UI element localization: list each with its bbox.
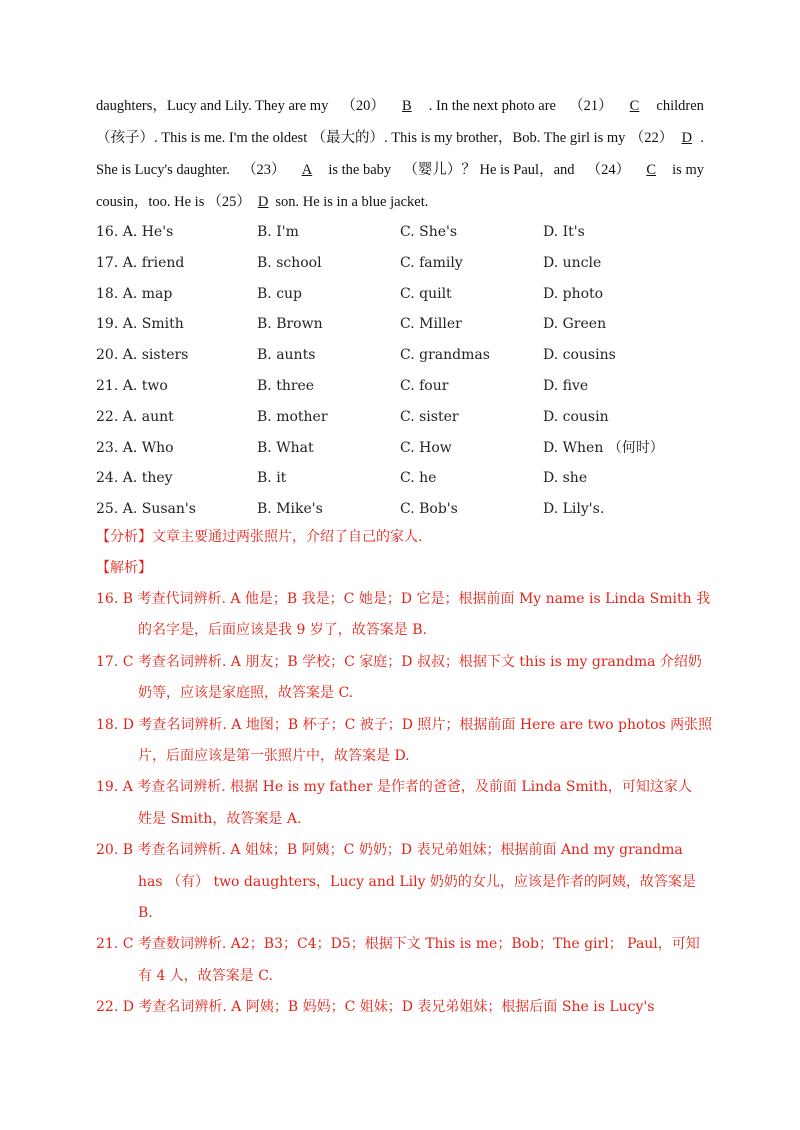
answer-blank: C (646, 162, 656, 178)
passage-text: . In the next photo are (428, 98, 556, 114)
explanation-continuation: 奶等，应该是家庭照，故答案是 C. (138, 685, 354, 702)
option-row (96, 405, 716, 436)
option-choice: C. Miller (400, 316, 462, 333)
analysis-section (96, 524, 716, 1025)
explanation-entry (96, 586, 716, 649)
explanation-entry (96, 712, 716, 775)
explanation-entry (96, 774, 716, 837)
option-choice: B. I'm (257, 224, 299, 240)
option-choice: B. aunts (257, 347, 316, 364)
question-number: （23） (242, 162, 286, 178)
passage-text: daughters，Lucy and Lily. They are my (96, 98, 329, 114)
option-choice: 17. A. friend (96, 254, 185, 271)
option-choice: 24. A. they (96, 470, 173, 487)
passage-line (96, 93, 704, 125)
option-choice: 25. A. Susan's (96, 501, 196, 518)
option-row (96, 343, 716, 374)
option-choice: B. three (257, 377, 315, 394)
option-choice: C. family (400, 254, 463, 271)
passage-text: . (700, 130, 704, 146)
option-row (96, 251, 716, 282)
answer-blank: D (257, 194, 269, 210)
option-choice: D. Green (543, 316, 607, 333)
passage-text: She is Lucy's daughter. (96, 162, 230, 178)
explanation-continuation: 的名字是，后面应该是我 9 岁了，故答案是 B. (138, 622, 427, 639)
option-choice: C. grandmas (400, 347, 490, 364)
passage-line (96, 189, 704, 221)
option-choice: 20. A. sisters (96, 347, 189, 364)
option-choice: D. photo (543, 285, 604, 302)
option-choice: B. What (257, 439, 314, 456)
passage-line (96, 157, 704, 189)
option-choice: B. school (257, 254, 322, 271)
passage-text: is the baby (328, 162, 392, 178)
explanation-continuation: 片，后面应该是第一张照片中，故答案是 D. (138, 747, 410, 764)
explanation-line: 20. B 考查名词辨析. A 姐妹；B 阿姨；C 奶奶；D 表兄弟姐妹；根据前面 And my grandma (96, 842, 683, 859)
option-choice: B. mother (257, 408, 328, 425)
option-choice: D. uncle (543, 254, 602, 271)
explanation-continuation: B. (138, 904, 153, 921)
passage-text: cousin，too. He is (96, 194, 205, 210)
question-number: （21） (569, 98, 613, 114)
option-choice: D. five (543, 377, 589, 394)
explanation-entry (96, 931, 716, 994)
question-number: （22） (629, 130, 674, 146)
option-choice: 18. A. map (96, 285, 173, 302)
question-number: （25） (207, 194, 251, 210)
option-choice: C. four (400, 377, 449, 394)
option-choice: 21. A. two (96, 377, 168, 394)
question-number: （24） (586, 162, 631, 178)
option-choice: 19. A. Smith (96, 316, 184, 333)
explanation-entry (96, 649, 716, 712)
option-row (96, 374, 716, 405)
passage-text: （孩子）. This is me. I'm the oldest (96, 130, 308, 146)
option-choice: C. sister (400, 408, 459, 425)
option-row (96, 312, 716, 343)
option-choice: D. she (543, 470, 588, 487)
option-row (96, 466, 716, 497)
option-choice: B. Brown (257, 316, 323, 333)
explanation-heading: 【解析】 (96, 560, 152, 576)
cloze-passage (96, 93, 704, 221)
explanation-entry (96, 837, 716, 931)
passage-text: children (656, 98, 704, 114)
option-choice: D. It's (543, 224, 585, 240)
option-row (96, 282, 716, 313)
passage-text: is my (672, 162, 704, 178)
option-choice: 16. A. He's (96, 224, 174, 240)
option-choice: C. She's (400, 224, 458, 240)
option-choice: D. cousin (543, 408, 609, 425)
option-choice: C. quilt (400, 285, 452, 302)
option-choice: 23. A. Who (96, 439, 174, 456)
passage-text: （最大的）. This is my brother，Bob. The girl is my (311, 130, 626, 146)
explanation-line: 18. D 考查名词辨析. A 地图；B 杯子；C 被子；D 照片；根据前面 Here are two photos 两张照 (96, 716, 713, 733)
option-choice: D. cousins (543, 347, 616, 364)
passage-text: son. He is in a blue jacket. (275, 194, 429, 210)
option-choice: C. Bob's (400, 501, 458, 518)
option-choice: C. he (400, 470, 437, 487)
answer-blank: A (301, 162, 313, 178)
explanation-entry (96, 994, 716, 1025)
option-row (96, 436, 716, 467)
explanation-line: 21. C 考查数词辨析. A2；B3；C4；D5；根据下文 This is me；Bob；The girl； Paul，可知 (96, 936, 700, 953)
option-choice: B. cup (257, 285, 303, 302)
explanation-continuation: 姓是 Smith，故答案是 A. (138, 810, 302, 827)
explanation-list (96, 586, 716, 1025)
passage-line (96, 125, 704, 157)
explanation-continuation: 有 4 人，故答案是 C. (138, 967, 273, 984)
answer-options (96, 220, 716, 528)
question-number: （20） (341, 98, 385, 114)
option-choice: B. Mike's (257, 501, 323, 518)
option-choice: D. Lily's. (543, 501, 605, 518)
passage-text: （婴儿）？ He is Paul，and (403, 162, 575, 178)
answer-blank: C (629, 98, 640, 114)
option-choice: D. When （何时） (543, 439, 664, 456)
answer-blank: D (681, 130, 693, 146)
explanation-continuation: has （有） two daughters，Lucy and Lily 奶奶的女儿，应该是作者的阿姨，故答案是 (138, 873, 696, 890)
analysis-summary: 【分析】文章主要通过两张照片，介绍了自己的家人. (96, 529, 423, 545)
option-row (96, 220, 716, 251)
explanation-line: 17. C 考查名词辨析. A 朋友；B 学校；C 家庭；D 叔叔；根据下文 this is my grandma 介绍奶 (96, 653, 702, 670)
explanation-line: 19. A 考查名词辨析. 根据 He is my father 是作者的爸爸，及前面 Linda Smith，可知这家人 (96, 779, 692, 796)
explanation-line: 16. B 考查代词辨析. A 他是；B 我是；C 她是；D 它是；根据前面 My name is Linda Smith 我 (96, 591, 711, 607)
option-choice: B. it (257, 470, 287, 487)
option-choice: C. How (400, 439, 452, 456)
explanation-line: 22. D 考查名词辨析. A 阿姨；B 妈妈；C 姐妹；D 表兄弟姐妹；根据后面 She is Lucy's (96, 999, 655, 1016)
option-choice: 22. A. aunt (96, 408, 174, 425)
answer-blank: B (402, 98, 412, 114)
